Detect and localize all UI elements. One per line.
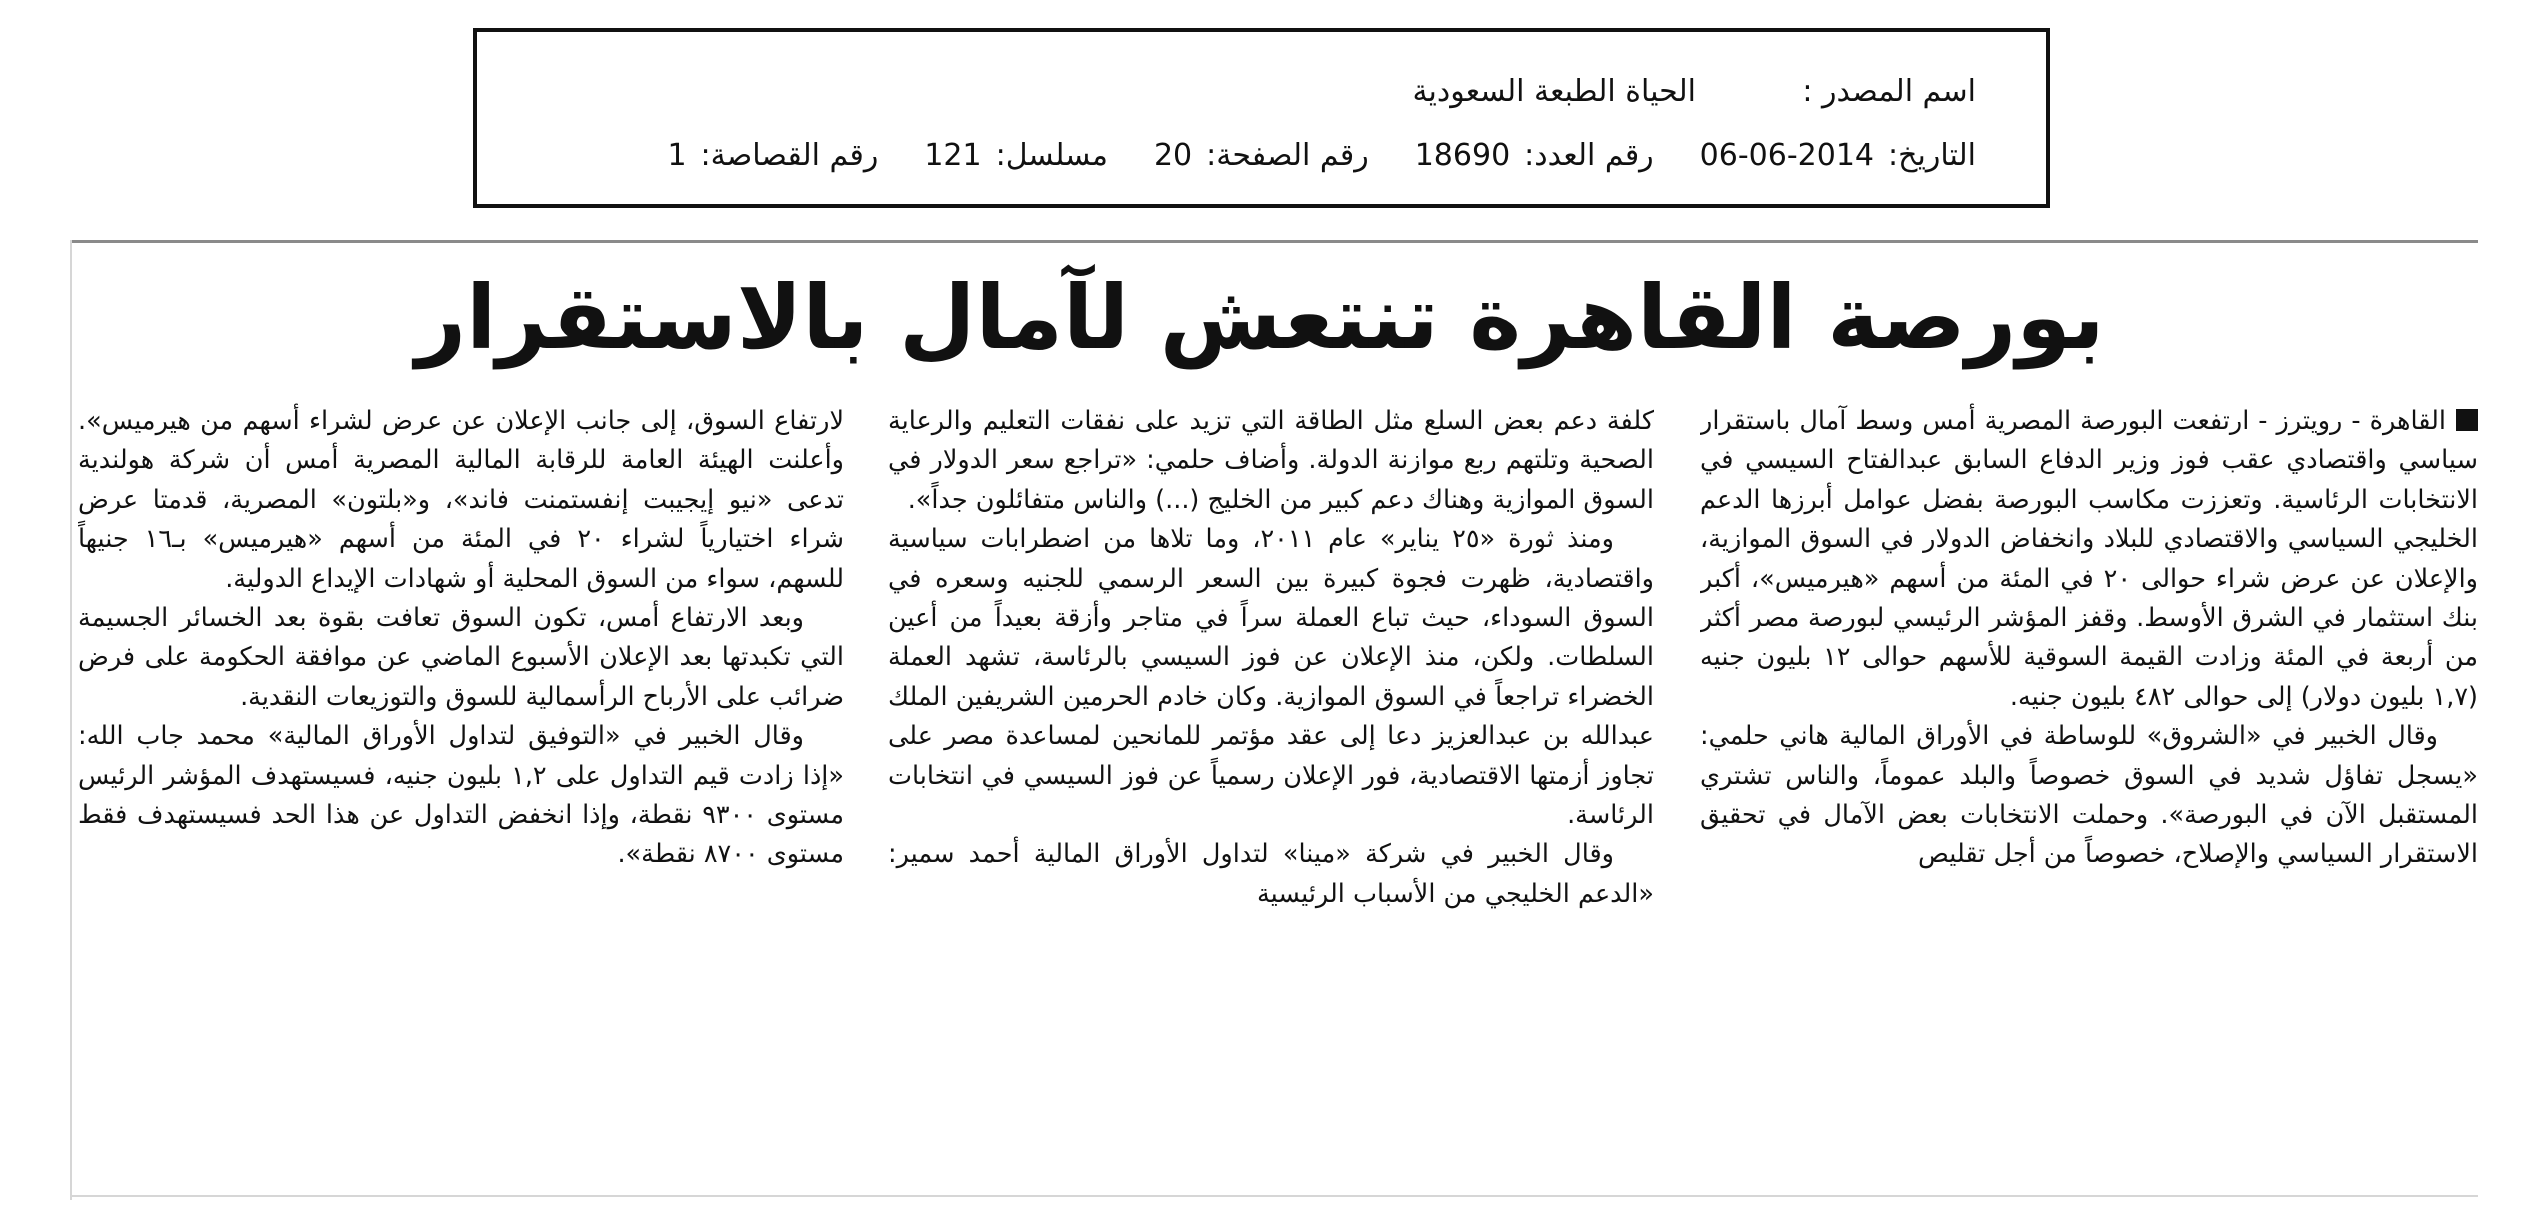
clip-number-field [667,138,878,173]
paragraph-text: القاهرة - رويترز - ارتفعت البورصة المصرية أمس وسط آمال باستقرار سياسي واقتصادي عقب فوز وزير الدفاع السابق عبدالفتاح السيسي في الانتخابات الرئاسية. وتعززت مكاسب البورصة بفضل عوامل أبرزها الدعم الخليجي السياسي والاقتصادي للبلاد وانخفاض الدولار في السوق الموازية، والإعلان عن عرض شراء حوالى ٢٠ في المئة من أسهم «هيرميس»، أكبر بنك استثمار في الشرق الأوسط. وقفز المؤشر الرئيسي لبورصة مصر أكثر من أربعة في المئة وزادت القيمة السوقية للأسهم حوالى ١٢ بليون جنيه (١,٧ بليون دولار) إلى حوالى ٤٨٢ بليون جنيه. [1700,406,2478,712]
date-field [1700,138,1976,173]
source-label: اسم المصدر : [1802,74,1976,109]
article-paragraph: لارتفاع السوق، إلى جانب الإعلان عن عرض لشراء أسهم من هيرميس». وأعلنت الهيئة العامة للرقابة المالية المصرية أمس أن شركة هولندية تدعى «نيو إيجيبت إنفستمنت فاند»، و«بلتون» المصرية، قدمتا عرض شراء اختيارياً لشراء ٢٠ في المئة من أسهم «هيرميس» بـ١٦ جنيهاً للسهم، سواء من السوق المحلية أو شهادات الإيداع الدولية. [78,406,844,594]
serial-field [924,138,1108,173]
article-paragraph: كلفة دعم بعض السلع مثل الطاقة التي تزيد على نفقات التعليم والرعاية الصحية وتلتهم ربع موازنة الدولة. وأضاف حلمي: «تراجع سعر الدولار في السوق الموازية وهناك دعم كبير من الخليج (...) والناس متفائلون جداً». [888,406,1654,515]
article-paragraph: وقال الخبير في «الشروق» للوساطة في الأوراق المالية هاني حلمي: «يسجل تفاؤل شديد في السوق خصوصاً والبلد عموماً، والناس تشتري المستقبل الآن في البورصة». وحملت الانتخابات بعض الآمال في تحقيق الاستقرار السياسي والإصلاح، خصوصاً من أجل تقليص [1700,721,2478,870]
page-number-value: 20 [1153,138,1193,173]
date-value: 06-06-2014 [1699,138,1875,173]
source-value: الحياة الطبعة السعودية [1412,74,1696,109]
serial-label: مسلسل: [995,138,1108,173]
source-row [1412,74,1976,109]
article-column-1 [1700,402,2478,1182]
page-number-label: رقم الصفحة: [1206,138,1369,173]
issue-number-field [1415,138,1654,173]
clip-number-value: 1 [667,138,687,173]
article-paragraph: وبعد الارتفاع أمس، تكون السوق تعافت بقوة بعد الخسائر الجسيمة التي تكبدتها بعد الإعلان الأسبوع الماضي عن موافقة الحكومة على فرض ضرائب على الأرباح الرأسمالية للسوق والتوزيعات النقدية. [78,603,844,712]
article-headline: بورصة القاهرة تنتعش لآمال بالاستقرار [415,266,2105,369]
page-number-field [1154,138,1369,173]
bullet-square-icon [2456,409,2478,431]
article-column-3 [78,402,844,1182]
article-paragraph: وقال الخبير في شركة «مينا» لتداول الأوراق المالية أحمد سمير: «الدعم الخليجي من الأسباب الرئيسية [888,839,1654,909]
source-info-box [473,28,2050,208]
issue-details-row [667,138,1976,173]
article-paragraph [1700,402,2478,717]
article-paragraph: ومنذ ثورة «٢٥ يناير» عام ٢٠١١، وما تلاها من اضطرابات سياسية واقتصادية، ظهرت فجوة كبيرة بين السعر الرسمي للجنيه وسعره في السوق السوداء، حيث تباع العملة سراً في متاجر وأزقة بعيداً من أعين السلطات. ولكن، منذ الإعلان عن فوز السيسي بالرئاسة، تشهد العملة الخضراء تراجعاً في السوق الموازية. وكان خادم الحرمين الشريفين الملك عبدالله بن عبدالعزيز دعا إلى عقد مؤتمر للمانحين لمساعدة مصر على تجاوز أزمتها الاقتصادية، فور الإعلان رسمياً عن فوز السيسي في انتخابات الرئاسة. [888,524,1654,831]
serial-value: 121 [924,138,982,173]
article-paragraph: وقال الخبير في «التوفيق لتداول الأوراق المالية» محمد جاب الله: «إذا زادت قيم التداول على ١,٢ بليون جنيه، فسيستهدف المؤشر الرئيس مستوى ٩٣٠٠ نقطة، وإذا انخفض التداول عن هذا الحد فسيستهدف فقط مستوى ٨٧٠٠ نقطة». [78,721,844,870]
top-divider [70,240,2478,243]
issue-number-value: 18690 [1414,138,1511,173]
date-label: التاريخ: [1888,138,1976,173]
issue-number-label: رقم العدد: [1524,138,1654,173]
clip-number-label: رقم القصاصة: [700,138,879,173]
bottom-divider [70,1195,2478,1197]
article-column-2 [888,402,1654,1182]
left-divider [70,240,72,1200]
